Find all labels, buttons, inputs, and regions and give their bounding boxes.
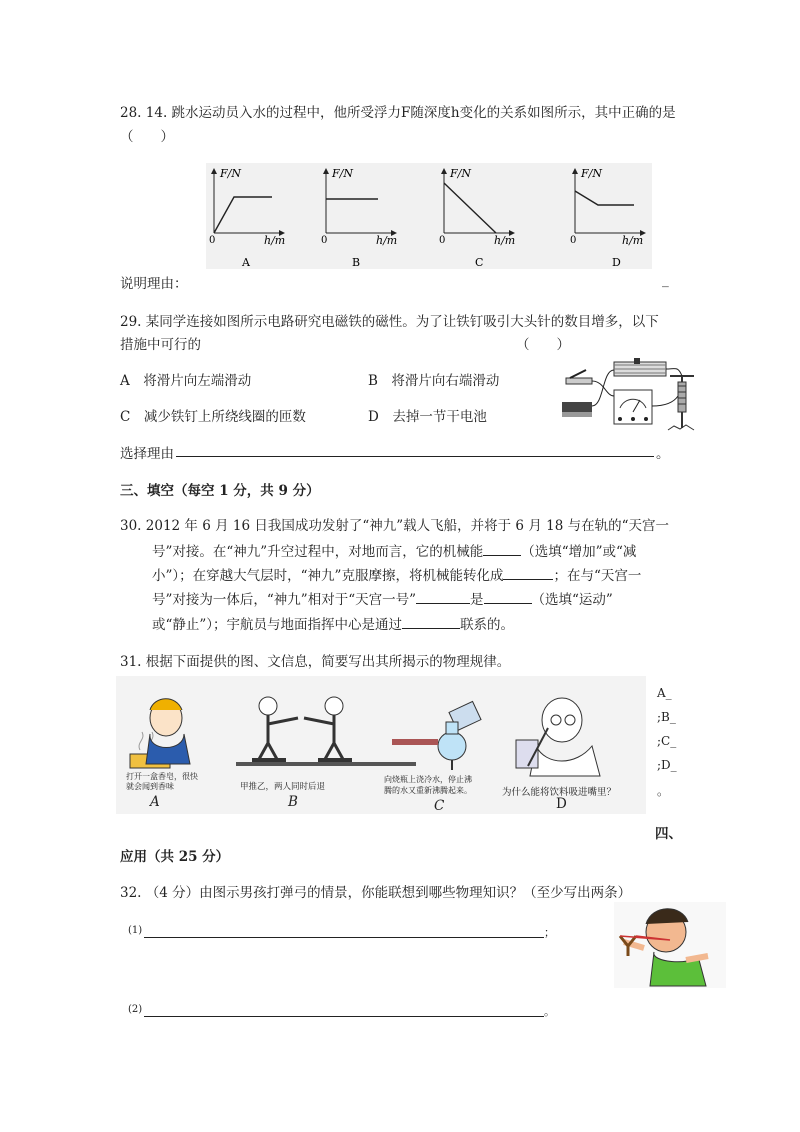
q30-blank-2[interactable] [503,565,553,580]
q29-reason-end: 。 [656,446,670,462]
q29-option-b: B 将滑片向右端滑动 [368,373,500,389]
q31-caption-c: 向烧瓶上浇冷水，停止沸 腾的水又重新沸腾起来。 [384,775,472,795]
q30-line-2 [152,540,636,560]
q30-text-5a: 或“静止”）；宇航员与地面指挥中心是通过 [152,617,403,633]
q29-option-d: D 去掉一节干电池 [368,409,487,425]
q31-label-d: D [556,796,567,812]
q31-answer-d: ;D_ [657,758,677,772]
q31-figure-a [130,699,190,768]
q29-reason-label: 选择理由 [120,446,174,462]
q29-text-2: 措施中可行的 [120,337,201,353]
section-3-title: 三、填空（每空 1 分，共 9 分） [120,483,320,499]
q31-answer-c: ;C_ [657,734,677,748]
q30-text-3a: 小”）；在穿越大气层时，“神九”克服摩擦，将机械能转化成 [152,568,504,584]
q28-answer-paren: （ ） [120,129,174,145]
q30-text-4b: 是 [470,592,484,608]
graph-d-ylabel: F/N [581,167,602,180]
graph-a-origin: 0 [209,235,216,246]
electromagnet-circuit-figure [556,356,706,434]
q32-item-2-label: (2) [128,1004,143,1015]
graph-b-label: B [352,256,361,269]
graph-c-ylabel: F/N [450,167,471,180]
q31-caption-b: 甲推乙，两人同时后退 [240,782,326,792]
q31-figure-c [392,701,481,770]
q31-answer-a: A_ [657,686,672,700]
q30-blank-4[interactable] [484,589,532,604]
graph-b-ylabel: F/N [332,167,353,180]
q30-line-1: 30. 2012 年 6 月 16 日我国成功发射了“神九”载人飞船，并将于 6 月 18 与在轨的“天宫一 [120,518,669,534]
graph-c-label: C [475,256,484,269]
q29-option-c: C 减少铁钉上所绕线圈的匝数 [120,409,306,425]
q32-text: 32. （4 分）由图示男孩打弹弓的情景，你能联想到哪些物理知识？（至少写出两条） [120,885,632,901]
q30-text-2b: （选填“增加”或“减 [521,544,637,560]
q28-explain-end: _ [662,272,669,288]
section-4-title-b: 应用（共 25 分） [120,849,230,865]
graph-a-label: A [242,256,250,269]
q29-answer-paren: （ ） [516,337,570,353]
q30-text-4a: 号”对接为一体后，“神九”相对于“天宫一号” [152,592,417,608]
q30-blank-5[interactable] [402,614,460,629]
graph-c-xlabel: h/m [494,234,516,247]
section-4-title-a: 四、 [655,826,682,842]
graph-c-origin: 0 [439,235,446,246]
q28-explain-label: 说明理由： [120,276,188,292]
slingshot-boy-figure [614,902,726,988]
q32-item-1-line[interactable] [144,923,544,938]
q31-text: 31. 根据下面提供的图、文信息，简要写出其所揭示的物理规律。 [120,654,511,670]
q31-caption-d: 为什么能将饮料吸进嘴里？ [502,787,617,798]
q30-blank-3[interactable] [416,589,470,604]
q32-item-2-line[interactable] [144,1002,544,1017]
graph-d-label: D [612,256,621,269]
q28-graphs [206,163,652,269]
q29-text: 29. 某同学连接如图所示电路研究电磁铁的磁性。为了让铁钉吸引大头针的数目增多，以下 [120,314,659,330]
q31-figure-b [236,697,416,766]
q30-text-5b: 联系的。 [460,617,515,633]
q31-label-c: C [434,798,445,814]
q29-reason-line[interactable] [176,442,654,457]
q32-item-1-label: (1) [128,925,143,936]
q31-answer-b: ;B_ [657,710,676,724]
q31-answer-end: 。 [657,784,670,798]
q31-label-b: B [288,794,298,810]
q29-option-a: A 将滑片向左端滑动 [120,373,252,389]
q31-caption-a: 打开一盒香皂，很快 就会闻到香味 [126,772,198,791]
q30-text-4c: （选填“运动” [531,592,613,608]
graph-d-origin: 0 [570,235,577,246]
q30-line-5 [152,613,514,633]
graph-d-xlabel: h/m [622,234,644,247]
graph-b-origin: 0 [321,235,328,246]
q30-blank-1[interactable] [483,541,521,556]
graph-a-xlabel: h/m [264,234,286,247]
q31-figure-d [516,698,600,776]
graph-a-ylabel: F/N [220,167,241,180]
q30-line-4 [152,588,613,608]
q31-figures [116,676,646,814]
graph-b-xlabel: h/m [376,234,398,247]
q30-text-3b: ；在与“天宫一 [553,568,642,584]
q32-item-1-end: ； [544,926,555,939]
q30-line-3 [152,564,641,584]
q30-text-2a: 号”对接。在“神九”升空过程中，对地而言，它的机械能 [152,544,484,560]
q32-item-2-end: 。 [544,1005,555,1018]
q31-label-a: A [150,794,160,810]
q28-text: 28. 14. 跳水运动员入水的过程中，他所受浮力F随深度h变化的关系如图所示，其中正确的是 [120,105,676,121]
